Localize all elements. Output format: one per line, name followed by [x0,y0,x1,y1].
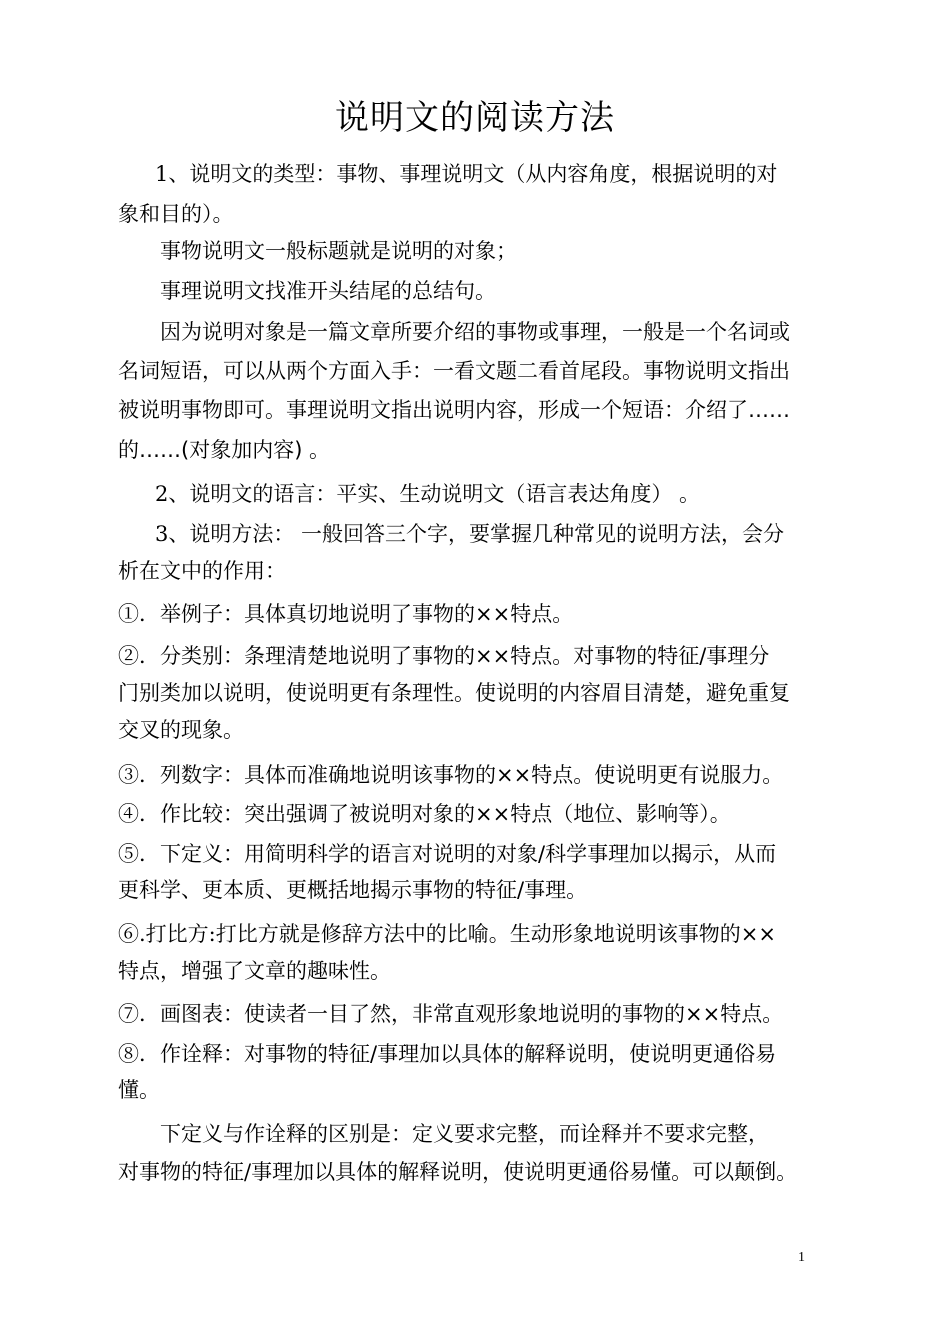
method-label: ①．举例子： [118,602,244,626]
method-text: 条理清楚地说明了事物的××特点。对事物的特征/事理分 [244,644,770,668]
section1-p3-line3: 被说明事物即可。事理说明文指出说明内容，形成一个短语：介绍了…… [118,398,790,422]
method-label: ⑧．作诠释： [118,1042,244,1066]
section3-line-cont: 析在文中的作用： [118,559,286,583]
section3-text: 一般回答三个字，要掌握几种常见的说明方法，会分 [294,522,785,546]
section1-p2: 事理说明文找准开头结尾的总结句。 [160,279,496,303]
section1-line-cont: 象和目的）。 [118,202,234,226]
method-label: ⑦．画图表： [118,1002,244,1026]
method-item-8-line2: 懂。 [118,1078,160,1102]
method-text: 使读者一目了然，非常直观形象地说明的事物的××特点。 [244,1002,784,1026]
method-text: 用简明科学的语言对说明的对象/科学事理加以揭示，从而 [244,842,777,866]
section2-line [155,478,830,510]
method-text: 具体而准确地说明该事物的××特点。使说明更有说服力。 [244,763,784,787]
note-line2: 对事物的特征/事理加以具体的解释说明，使说明更通俗易懂。可以颠倒。 [118,1160,798,1184]
method-item-6-line2: 特点，增强了文章的趣味性。 [118,959,391,983]
method-text: 突出强调了被说明对象的××特点（地位、影响等）。 [244,802,731,826]
method-item-7 [118,998,830,1030]
section1-line [155,158,830,190]
method-item-8 [118,1038,830,1070]
method-label: ⑥.打比方: [118,922,216,946]
method-label: ④．作比较： [118,802,244,826]
method-text: 打比方就是修辞方法中的比喻。生动形象地说明该事物的×× [215,922,776,946]
section2-text: 平实、生动说明文（语言表达角度） 。 [336,482,701,506]
page-number: 1 [798,1250,805,1265]
page-title: 说明文的阅读方法 [335,98,615,138]
method-item-4 [118,798,830,830]
section2-label: 2、说明文的语言： [155,482,337,506]
section1-p1: 事物说明文一般标题就是说明的对象； [160,239,517,263]
method-text: 具体真切地说明了事物的××特点。 [244,602,574,626]
method-item-5 [118,838,830,870]
method-item-2 [118,640,830,672]
method-item-1 [118,598,830,630]
method-item-6 [118,918,830,950]
method-item-5-line2: 更科学、更本质、更概括地揭示事物的特征/事理。 [118,878,588,902]
method-text: 对事物的特征/事理加以具体的解释说明，使说明更通俗易 [244,1042,777,1066]
section1-p3-line4: 的……(对象加内容) 。 [118,438,331,462]
section3-line [155,518,830,550]
method-label: ⑤．下定义： [118,842,244,866]
section1-label: 1、说明文的类型：事物、事理说明文（从内容角度，根据说明的对 [155,162,778,186]
section3-label: 3、说明方法： [155,522,295,546]
method-label: ③．列数字： [118,763,244,787]
method-item-2-line2: 门别类加以说明，使说明更有条理性。使说明的内容眉目清楚，避免重复 [118,681,790,705]
method-item-2-line3: 交叉的现象。 [118,718,244,742]
note-line1: 下定义与作诠释的区别是：定义要求完整，而诠释并不要求完整， [160,1122,769,1146]
section1-p3-line1: 因为说明对象是一篇文章所要介绍的事物或事理，一般是一个名词或 [160,320,790,344]
section1-p3-line2: 名词短语，可以从两个方面入手：一看文题二看首尾段。事物说明文指出 [118,359,790,383]
method-label: ②．分类别： [118,644,244,668]
method-item-3 [118,759,830,791]
